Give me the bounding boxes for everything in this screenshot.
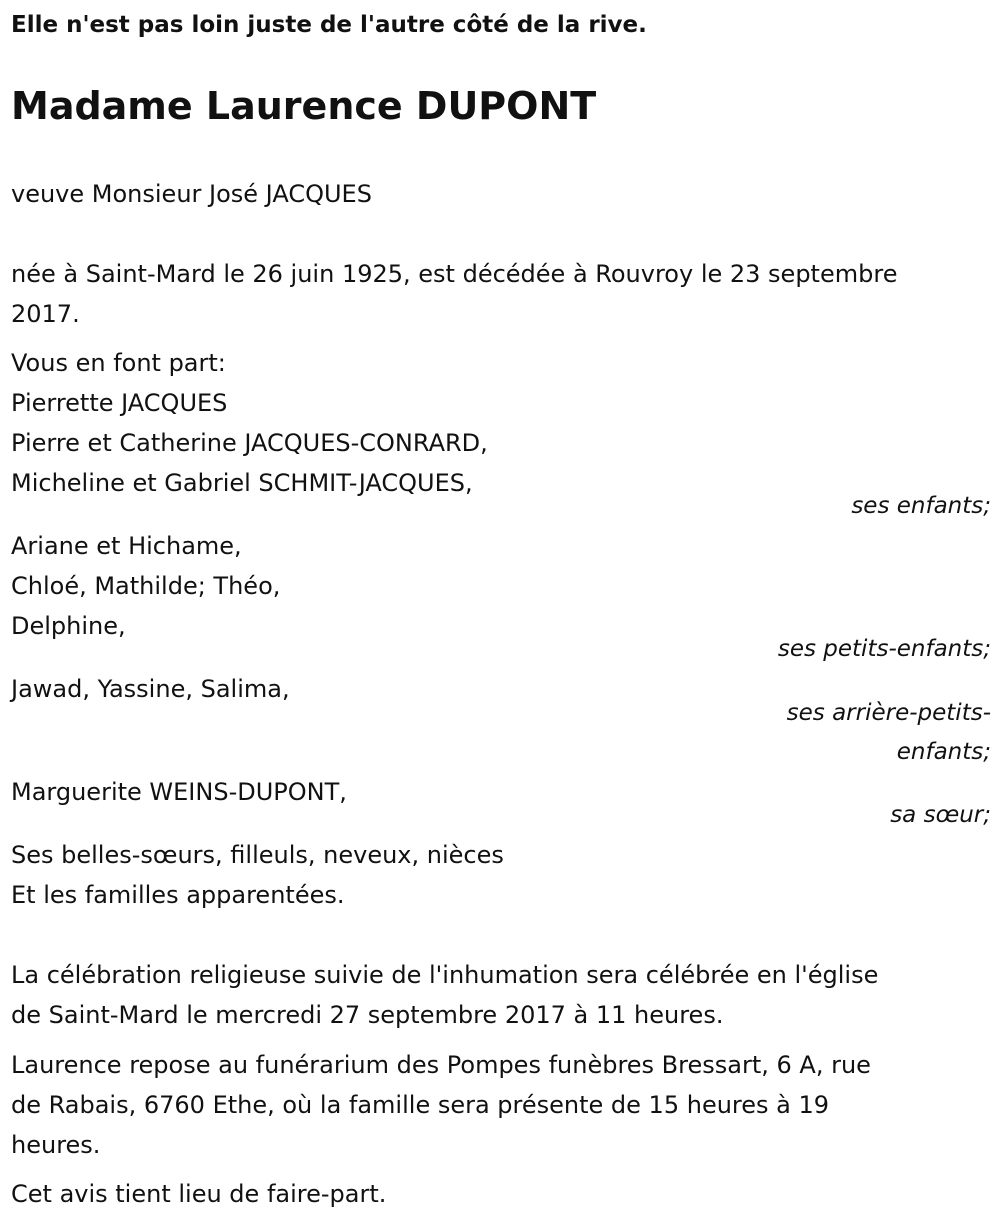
sister-name: Marguerite WEINS-DUPONT,	[11, 778, 347, 806]
viewing-line-3: heures.	[11, 1131, 101, 1159]
grandchildren-role: ses petits-enfants;	[777, 636, 991, 662]
other-relatives-line: Ses belles-sœurs, filleuls, neveux, nièces	[11, 841, 504, 869]
spouse-line: veuve Monsieur José JACQUES	[11, 180, 372, 208]
great-grandchildren-role-line-1: ses arrière-petits-	[786, 700, 991, 726]
child-name: Pierre et Catherine JACQUES-CONRARD,	[11, 429, 488, 457]
ceremony-line-2: de Saint-Mard le mercredi 27 septembre 2017 à 11 heures.	[11, 1001, 724, 1029]
birth-death-line-2: 2017.	[11, 300, 80, 328]
grandchild-name: Chloé, Mathilde; Théo,	[11, 572, 281, 600]
other-relatives-line: Et les familles apparentées.	[11, 881, 345, 909]
announcement-intro: Vous en font part:	[11, 349, 226, 377]
child-name: Pierrette JACQUES	[11, 389, 228, 417]
birth-death-line-1: née à Saint-Mard le 26 juin 1925, est décédée à Rouvroy le 23 septembre	[11, 260, 898, 288]
children-role: ses enfants;	[851, 493, 991, 519]
ceremony-line-1: La célébration religieuse suivie de l'inhumation sera célébrée en l'église	[11, 961, 879, 989]
sister-role: sa sœur;	[890, 802, 991, 828]
viewing-line-1: Laurence repose au funérarium des Pompes funèbres Bressart, 6 A, rue	[11, 1051, 871, 1079]
great-grandchildren-role-line-2: enfants;	[896, 739, 991, 765]
child-name: Micheline et Gabriel SCHMIT-JACQUES,	[11, 469, 473, 497]
grandchild-name: Ariane et Hichame,	[11, 532, 242, 560]
grandchild-name: Delphine,	[11, 612, 126, 640]
deceased-name: Madame Laurence DUPONT	[11, 84, 597, 128]
closing-line: Cet avis tient lieu de faire-part.	[11, 1180, 387, 1208]
great-grandchild-name: Jawad, Yassine, Salima,	[11, 675, 290, 703]
epitaph: Elle n'est pas loin juste de l'autre côté de la rive.	[11, 12, 647, 38]
viewing-line-2: de Rabais, 6760 Ethe, où la famille sera présente de 15 heures à 19	[11, 1091, 830, 1119]
